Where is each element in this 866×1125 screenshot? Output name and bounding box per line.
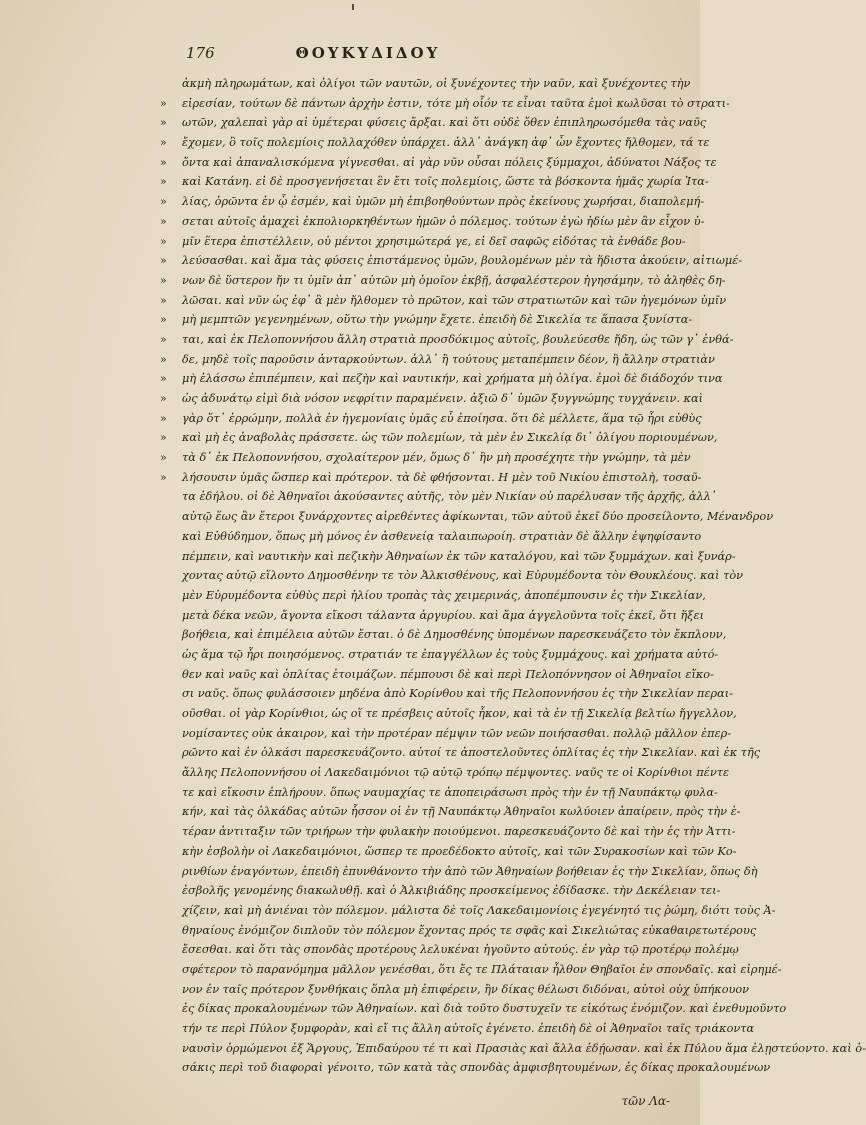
text-line <box>160 881 721 901</box>
text-line <box>160 547 736 567</box>
line-text: γὰρ ὅτ᾽ ἐρρώμην, πολλὰ ἐν ἡγεμονίαις ὑμᾶς εὖ ἐποίησα. ὅτι δὲ μέλλετε, ἅμα τῷ ἦρι εὐθὺς <box>182 411 702 425</box>
text-line <box>160 921 757 941</box>
text-line <box>160 724 732 744</box>
line-text: οῦσθαι. οἱ γὰρ Κορίνθιοι, ὡς οἵ τε πρέσβεις αὐτοῖς ἧκον, καὶ τὰ ἐν τῇ Σικελίᾳ βελτίω ἤγγελλον, <box>182 707 737 720</box>
running-title: ΘΟΥΚΥΔΙΔΟΥ <box>295 44 441 62</box>
text-line <box>160 212 705 232</box>
quotation-marker: » <box>160 214 167 228</box>
page-top-mark <box>352 4 354 10</box>
text-line <box>160 113 707 133</box>
main-text-block <box>160 74 866 1078</box>
line-text: μῖν ἕτερα ἐπιστέλλειν, οὐ μέντοι χρησιμώτερά γε, εἰ δεῖ σαφῶς εἰδότας τὰ ἐνθάδε βου- <box>182 234 686 248</box>
line-text: ρῶντο καὶ ἐν ὁλκάσι παρεσκευάζοντο. αὐτοί τε ἀποστελοῦντες ὁπλίτας ἐς τὴν Σικελίαν. καὶ ἐκ τῆς <box>182 746 761 760</box>
text-line <box>160 842 737 862</box>
quotation-marker: » <box>160 470 167 484</box>
text-line <box>160 350 715 370</box>
text-line <box>160 999 787 1019</box>
line-text: μὴ μεμπτῶν γεγενημένων, οὕτω τὴν γνώμην ἔχετε. ἐπειδὴ δὲ Σικελία τε ἅπασα ξυνίστα- <box>182 313 693 327</box>
text-line <box>160 527 702 547</box>
text-line <box>160 802 741 822</box>
quotation-marker: » <box>160 293 167 307</box>
quotation-marker: » <box>160 155 167 169</box>
line-text: σι ναῦς. ὅπως φυλάσσοιεν μηδένα ἀπὸ Κορίνθου καὶ τῆς Πελοποννήσου ἐς τὴν Σικελίαν περαι- <box>182 687 734 701</box>
line-text: σάκις περὶ τοῦ διαφοραὶ γένοιτο, τῶν κατὰ τὰς σπονδὰς ἀμφισβητουμένων, ἐς δίκας προκαλουμένων <box>182 1061 771 1075</box>
line-text: τε καὶ εἴκοσιν ἐπλήρουν. ὅπως ναυμαχίας τε ἀποπειράσωσι πρὸς τὴν ἐν τῇ Ναυπάκτῳ φυλα- <box>182 785 718 799</box>
text-line <box>160 153 717 173</box>
line-text: εἰρεσίαν, τούτων δὲ πάντων ἀρχὴν ἐστιν, τότε μὴ οἷόν τε εἶναι ταῦτα ἐμοὶ κωλῦσαι τὸ στρατι- <box>182 96 730 110</box>
text-line <box>160 133 710 153</box>
text-line <box>160 330 734 350</box>
line-text: μὲν Εὐρυμέδοντα εὐθὺς περὶ ἡλίου τροπὰς τὰς χειμερινάς, ἀποπέμπουσιν ἐς τὴν Σικελίαν, <box>182 588 706 602</box>
line-text: ρινθίων ἐναγόντων, ἐπειδὴ ἐπυνθάνοντο τὴν ἀπὸ τῶν Ἀθηναίων βοήθειαν ἐς τὴν Σικελίαν, ὅπως δὴ <box>182 864 758 878</box>
text-line <box>160 960 782 980</box>
text-line <box>160 1039 866 1059</box>
line-text: τα ἐδήλου. οἱ δὲ Ἀθηναῖοι ἀκούσαντες αὐτῆς, τὸν μὲν Νικίαν οὐ παρέλυσαν τῆς ἀρχῆς, ἀλλ᾽ <box>182 490 717 504</box>
text-line <box>160 586 706 606</box>
line-text: σεται αὐτοῖς ἀμαχεὶ ἐκπολιορκηθέντων ἡμῶν ὁ πόλεμος. τούτων ἐγὼ ἡδίω μὲν ἂν εἶχον ὑ- <box>182 214 705 228</box>
quotation-marker: » <box>160 136 167 150</box>
quotation-marker: » <box>160 175 167 189</box>
text-line <box>160 566 743 586</box>
line-text: νον ἐν ταῖς πρότερον ξυνθήκαις ὅπλα μὴ ἐπιφέρειν, ἢν δίκας θέλωσι διδόναι, αὐτοὶ οὐχ ὑπήκουον <box>182 982 750 996</box>
quotation-marker: » <box>160 392 167 405</box>
line-text: αὐτῷ ἕως ἂν ἕτεροι ξυνάρχοντες αἱρεθέντες ἀφίκωνται, τῶν αὐτοῦ ἐκεῖ δύο προσείλοντο, Μένανδρον <box>182 510 774 524</box>
quotation-marker: » <box>160 96 167 110</box>
quotation-marker: » <box>160 411 167 425</box>
quotation-marker: » <box>160 254 167 268</box>
line-text: μετὰ δέκα νεῶν, ἄγοντα εἴκοσι τάλαντα ἀργυρίου. καὶ ἅμα ἀγγελοῦντα τοῖς ἐκεῖ, ὅτι ἥξει <box>182 608 705 622</box>
page-number: 176 <box>186 44 215 62</box>
text-line <box>160 172 709 192</box>
text-line <box>160 901 776 921</box>
text-line <box>160 468 702 488</box>
line-text: ἐς δίκας προκαλουμένων τῶν Ἀθηναίων. καὶ διὰ τοῦτο δυστυχεῖν τε εἰκότως ἐνόμιζον. καὶ ἐνεθυμοῦντο <box>182 1002 787 1016</box>
line-text: βοήθεια, καὶ ἐπιμέλεια αὐτῶν ἔσται. ὁ δὲ Δημοσθένης ὑπομένων παρεσκευάζετο τὸν ἔκπλουν, <box>182 628 727 642</box>
quotation-marker: » <box>160 273 167 287</box>
quotation-marker: » <box>160 116 167 130</box>
line-text: δε, μηδὲ τοῖς παροῦσιν ἀνταρκούντων. ἀλλ᾽ ἢ τούτους μεταπέμπειν δέον, ἢ ἄλλην στρατιὰν <box>182 352 715 366</box>
quotation-marker: » <box>160 234 167 248</box>
line-text: ὡς ἀδυνάτῳ εἰμὶ διὰ νόσον νεφρίτιν παραμένειν. ἀξιῶ δ᾽ ὑμῶν ξυγγνώμης τυγχάνειν. καὶ <box>182 392 704 405</box>
line-text: τὰ δ᾽ ἐκ Πελοποννήσου, σχολαίτερον μέν, ὅμως δ᾽ ἢν μὴ προσέχητε τὴν γνώμην, τὰ μὲν <box>182 451 691 465</box>
line-text: τέραν ἀντιταξιν τῶν τριήρων τὴν φυλακὴν ποιούμενοι. παρεσκευάζοντο δὲ καὶ τὴν ἐς τὴν Ἀττι- <box>182 825 736 839</box>
line-text: νομίσαντες οὐκ ἀκαιρον, καὶ τὴν προτέραν πέμψιν τῶν νεῶν ποιήσασθαι. πολλῷ μᾶλλον ἐπερ- <box>182 726 732 740</box>
line-text: σφέτερον τὸ παρανόμημα μᾶλλον γενέσθαι, ὅτι ἔς τε Πλάταιαν ἦλθον Θηβαῖοι ἐν σπονδαῖς. καὶ εἰρημέ- <box>182 962 782 976</box>
text-line <box>160 271 726 291</box>
quotation-marker: » <box>160 313 167 327</box>
text-line <box>160 389 704 409</box>
text-line <box>160 192 705 212</box>
text-line <box>160 409 702 429</box>
text-line <box>160 232 686 252</box>
text-line <box>160 704 737 724</box>
quotation-marker: » <box>160 352 167 366</box>
line-text: ὡς ἅμα τῷ ἦρι ποιησόμενος. στρατιάν τε ἐπαγγέλλων ἐς τοὺς ξυμμάχους. καὶ χρήματα αὐτό- <box>182 647 719 661</box>
text-line <box>160 763 730 783</box>
text-line <box>160 507 774 527</box>
line-text: κήν, καὶ τὰς ὁλκάδας αὐτῶν ἧσσον οἱ ἐν τῇ Ναυπάκτῳ Ἀθηναῖοι κωλύοιεν ἀπαίρειν, πρὸς τὴν ἑ- <box>182 805 741 819</box>
text-line <box>160 487 717 507</box>
line-text: ἔσεσθαι. καὶ ὅτι τὰς σπονδὰς προτέρους λελυκέναι ἡγοῦντο αὐτούς. ἐν γὰρ τῷ προτέρῳ πολέμῳ <box>182 943 739 957</box>
quotation-marker: » <box>160 431 167 445</box>
text-line <box>160 74 691 94</box>
line-text: λίας, ὁρῶντα ἐν ᾧ ἐσμέν, καὶ ὑμῶν μὴ ἐπιβοηθούντων πρὸς ἐκείνους χωρήσαι, διαπολεμή- <box>182 195 705 209</box>
text-line <box>160 251 743 271</box>
text-line <box>160 645 719 665</box>
line-text: λεύσασθαι. καὶ ἅμα τὰς φύσεις ἐπιστάμενος ὑμῶν, βουλομένων μὲν τὰ ἥδιστα ἀκούειν, αἰτιωμέ- <box>182 254 743 268</box>
text-line <box>160 448 691 468</box>
text-line <box>160 1058 771 1078</box>
text-line <box>160 310 693 330</box>
page-header <box>186 44 550 66</box>
line-text: ται, καὶ ἐκ Πελοποννήσου ἄλλη στρατιὰ προσδόκιμος αὐτοῖς, βουλεύεσθε ἤδη, ὡς τῶν γ᾽ ἐνθά- <box>182 332 734 346</box>
quotation-marker: » <box>160 195 167 209</box>
line-text: λήσουσιν ὑμᾶς ὥσπερ καὶ πρότερον. τὰ δὲ φθήσονται. Η μὲν τοῦ Νικίου ἐπιστολὴ, τοσαῦ- <box>182 470 702 484</box>
line-text: ὄντα καὶ ἀπαναλισκόμενα γίγνεσθαι. αἱ γὰρ νῦν οὖσαι πόλεις ξύμμαχοι, ἀδύνατοι Νάξος τε <box>182 155 717 169</box>
text-line <box>160 1019 755 1039</box>
text-line <box>160 862 758 882</box>
text-line <box>160 94 730 114</box>
line-text: ἄλλης Πελοποννήσου οἱ Λακεδαιμόνιοι τῷ αὐτῷ τρόπῳ πέμψοντες. ναῦς τε οἱ Κορίνθιοι πέντε <box>182 766 730 780</box>
line-text: λῶσαι. καὶ νῦν ὡς ἐφ᾽ ἃ μὲν ἤλθομεν τὸ πρῶτον, καὶ τῶν στρατιωτῶν καὶ τῶν ἡγεμόνων ὑμῖν <box>182 293 727 307</box>
quotation-marker: » <box>160 332 167 346</box>
line-text: ἀκμὴ πληρωμάτων, καὶ ὀλίγοι τῶν ναυτῶν, οἱ ξυνέχοντες τὴν ναῦν, καὶ ξυνέχοντες τὴν <box>182 77 691 90</box>
text-line <box>160 606 705 626</box>
catchword: τῶν Λα- <box>621 1094 670 1108</box>
line-text: ἔχομεν, ὃ τοῖς πολεμίοις πολλαχόθεν ὑπάρχει. ἀλλ᾽ ἀνάγκη ἀφ᾽ ὧν ἔχοντες ἤλθομεν, τά τε <box>182 136 710 150</box>
line-text: νων δὲ ὕστερον ἤν τι ὑμῖν ἀπ᾽ αὐτῶν μὴ ὁμοῖον ἐκβῇ, ἀσφαλέστερον ἡγησάμην, τὸ ἀληθὲς δη- <box>182 273 726 287</box>
line-text: καὶ μὴ ἐς ἀναβολὰς πράσσετε. ὡς τῶν πολεμίων, τὰ μὲν ἐν Σικελίᾳ δι᾽ ὀλίγου ποριουμένων, <box>182 431 718 445</box>
line-text: κὴν ἐσβολὴν οἱ Λακεδαιμόνιοι, ὥσπερ τε προεδέδοκτο αὐτοῖς, καὶ τῶν Συρακοσίων καὶ τῶν Κο- <box>182 844 737 858</box>
text-line <box>160 940 739 960</box>
line-text: ωτῶν, χαλεπαὶ γὰρ αἱ ὑμέτεραι φύσεις ἄρξαι. καὶ ὅτι οὐδὲ ὅθεν ἐπιπληρωσόμεθα τὰς ναῦς <box>182 116 707 130</box>
text-line <box>160 291 727 311</box>
line-text: χίζειν, καὶ μὴ ἀνιέναι τὸν πόλεμον. μάλιστα δὲ τοῖς Λακεδαιμονίοις ἐγεγένητό τις ῥώμη, διότι τοὺς Ἀ- <box>182 903 776 917</box>
line-text: χοντας αὐτῷ εἵλοντο Δημοσθένην τε τὸν Ἀλκισθένους, καὶ Εὐρυμέδοντα τὸν Θουκλέους. καὶ τὸν <box>182 569 743 583</box>
line-text: θεν καὶ ναῦς καὶ ὁπλίτας ἑτοιμάζων. πέμπουσι δὲ καὶ περὶ Πελοπόννησον οἱ Ἀθηναῖοι εἴκο- <box>182 667 714 681</box>
line-text: πέμπειν, καὶ ναυτικὴν καὶ πεζικὴν Ἀθηναίων ἐκ τῶν καταλόγου, καὶ τῶν ξυμμάχων. καὶ ξυνάρ- <box>182 549 736 563</box>
quotation-marker: » <box>160 451 167 465</box>
line-text: ναυσὶν ὁρμώμενοι ἐξ Ἄργους, Ἐπιδαύρου τέ τι καὶ Πρασιὰς καὶ ἄλλα ἐδῄωσαν. καὶ ἐκ Πύλου ἅμα ἐλῃστεύοντο. καὶ ὁ- <box>182 1041 866 1055</box>
text-line <box>160 428 718 448</box>
line-text: ἐσβολῆς γενομένης διακωλυθῇ. καὶ ὁ Ἀλκιβιάδης προσκείμενος ἐδίδασκε. τὴν Δεκέλειαν τει- <box>182 884 721 898</box>
line-text: θηναίους ἐνόμιζον διπλοῦν τὸν πόλεμον ἔχοντας πρός τε σφᾶς καὶ Σικελιώτας εὐκαθαιρετωτέρους <box>182 923 757 937</box>
text-line <box>160 743 761 763</box>
text-line <box>160 625 727 645</box>
line-text: τήν τε περὶ Πύλον ξυμφορὰν, καὶ εἴ τις ἄλλη αὐτοῖς ἐγένετο. ἐπειδὴ δὲ οἱ Ἀθηναῖοι ταῖς τριάκοντα <box>182 1022 755 1035</box>
text-line <box>160 665 714 685</box>
text-line <box>160 822 736 842</box>
line-text: μὴ ἐλάσσω ἐπιπέμπειν, καὶ πεζὴν καὶ ναυτικήν, καὶ χρήματα μὴ ὀλίγα. ἐμοὶ δὲ διάδοχόν τινα <box>182 372 723 386</box>
text-line <box>160 684 734 704</box>
line-text: καὶ Εὐθύδημον, ὅπως μὴ μόνος ἐν ἀσθενείᾳ ταλαιπωροίη. στρατιὰν δὲ ἄλλην ἐψηφίσαντο <box>182 529 702 543</box>
text-line <box>160 783 718 803</box>
quotation-marker: » <box>160 372 167 386</box>
line-text: καὶ Κατάνη. εἰ δὲ προσγενήσεται ἓν ἔτι τοῖς πολεμίοις, ὥστε τὰ βόσκοντα ἡμᾶς χωρία Ἰτα- <box>182 175 709 189</box>
text-line <box>160 369 723 389</box>
text-line <box>160 980 750 1000</box>
